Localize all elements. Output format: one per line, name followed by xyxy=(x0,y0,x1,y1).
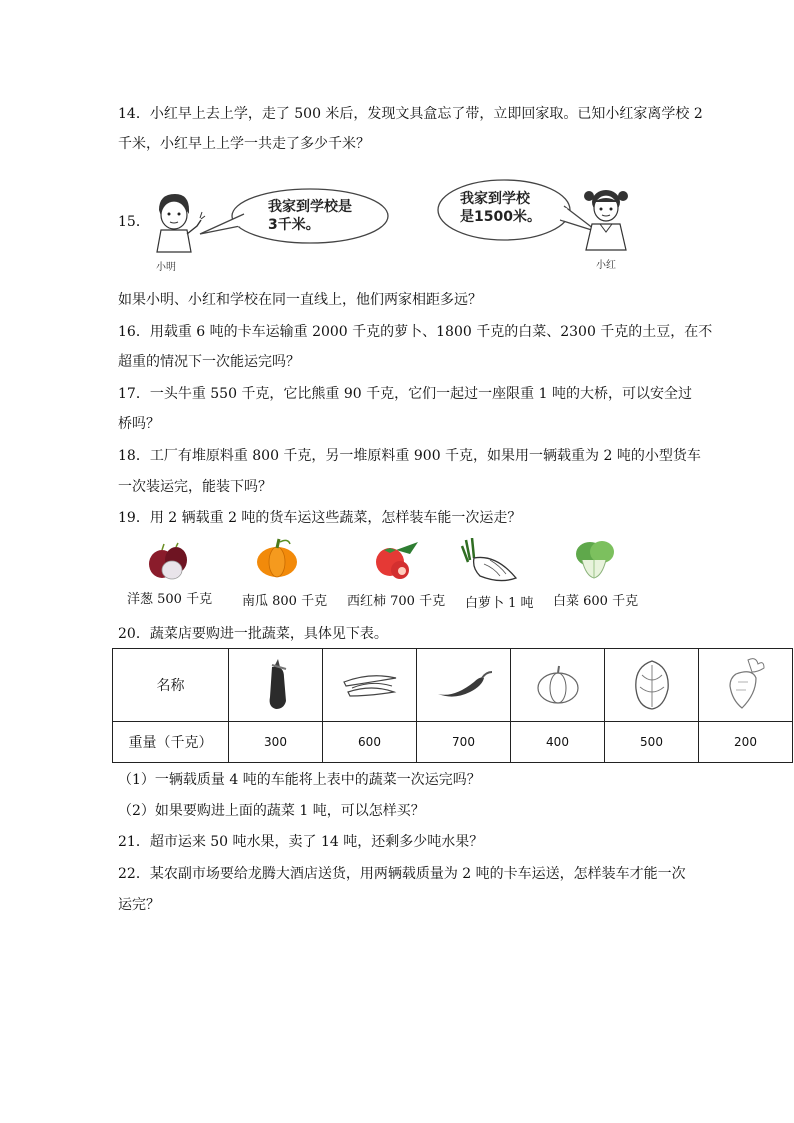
vegetable-table xyxy=(112,648,793,763)
xiaohong-figure xyxy=(578,184,634,254)
weight-cell: 400 xyxy=(511,722,605,763)
cabbage-label: 白菜 600 千克 xyxy=(553,594,639,609)
onion-label: 洋葱 500 千克 xyxy=(127,592,213,607)
pumpkin-outline-icon xyxy=(534,662,582,706)
q20-sub2: （2）如果要购进上面的蔬菜 1 吨，可以怎样买？ xyxy=(118,803,425,819)
q16-line1: 16．用载重 6 吨的卡车运输重 2000 千克的萝卜、1800 千克的白菜、2300 千克的土豆，在不 xyxy=(118,324,713,340)
radish-icon xyxy=(460,538,520,586)
onion-icon xyxy=(146,542,192,582)
q14-line2: 千米，小红早上上学一共走了多少千米？ xyxy=(118,136,370,152)
header-name: 名称 xyxy=(113,649,229,722)
radish-label: 白萝卜 1 吨 xyxy=(465,596,534,611)
q17-line1: 17．一头牛重 550 千克，它比熊重 90 千克，它们一起过一座限重 1 吨的大桥，可以安全过 xyxy=(118,386,692,402)
q15-question: 如果小明、小红和学校在同一直线上，他们两家相距多远？ xyxy=(118,292,482,308)
q22-line1: 22．某农副市场要给龙腾大酒店送货，用两辆载质量为 2 吨的卡车运送，怎样装车才能一次 xyxy=(118,866,686,882)
header-weight: 重量（千克） xyxy=(113,722,229,763)
table-row-names xyxy=(113,649,793,722)
weight-cell: 300 xyxy=(229,722,323,763)
tomato-label: 西红柿 700 千克 xyxy=(347,594,446,609)
q17-line2: 桥吗？ xyxy=(118,416,160,432)
cabbage-outline-icon xyxy=(630,657,674,711)
q19-line1: 19．用 2 辆载重 2 吨的货车运这些蔬菜，怎样装车能一次运走？ xyxy=(118,510,522,526)
q21-line1: 21．超市运来 50 吨水果，卖了 14 吨，还剩多少吨水果？ xyxy=(118,834,484,850)
weight-cell: 500 xyxy=(605,722,699,763)
q20-line1: 20．蔬菜店要购进一批蔬菜，具体见下表。 xyxy=(118,626,388,642)
pumpkin-icon xyxy=(254,536,300,580)
eggplant-icon xyxy=(256,657,296,711)
q22-line2: 运完？ xyxy=(118,897,160,913)
q18-line1: 18．工厂有堆原料重 800 千克，另一堆原料重 900 千克，如果用一辆载重为 2 吨的小型货车 xyxy=(118,448,701,464)
q16-line2: 超重的情况下一次能运完吗？ xyxy=(118,354,300,370)
bean-icon xyxy=(342,664,398,704)
weight-cell: 200 xyxy=(699,722,793,763)
pumpkin-label: 南瓜 800 千克 xyxy=(242,594,328,609)
q20-sub1: （1）一辆载质量 4 吨的车能将上表中的蔬菜一次运完吗？ xyxy=(118,772,481,788)
weight-cell: 700 xyxy=(417,722,511,763)
bubble-left-line1: 我家到学校是 xyxy=(268,199,352,215)
q15-number: 15． xyxy=(118,214,150,230)
radish-outline-icon xyxy=(722,656,770,712)
bubble-left-line2: 3千米。 xyxy=(268,217,320,233)
bubble-right-line1: 我家到学校 xyxy=(460,191,530,207)
name-left: 小明 xyxy=(156,262,176,273)
bubble-right-line2: 是1500米。 xyxy=(460,209,541,225)
weight-cell: 600 xyxy=(323,722,417,763)
name-right: 小红 xyxy=(596,260,616,271)
q14-line1: 14．小红早上去上学，走了 500 米后，发现文具盒忘了带，立即回家取。已知小红家离学校 2 xyxy=(118,106,703,122)
cabbage-icon xyxy=(568,536,620,582)
table-row-weights xyxy=(113,722,793,763)
q18-line2: 一次装运完，能装下吗？ xyxy=(118,479,272,495)
pepper-icon xyxy=(434,664,494,704)
tomato-icon xyxy=(370,540,424,582)
